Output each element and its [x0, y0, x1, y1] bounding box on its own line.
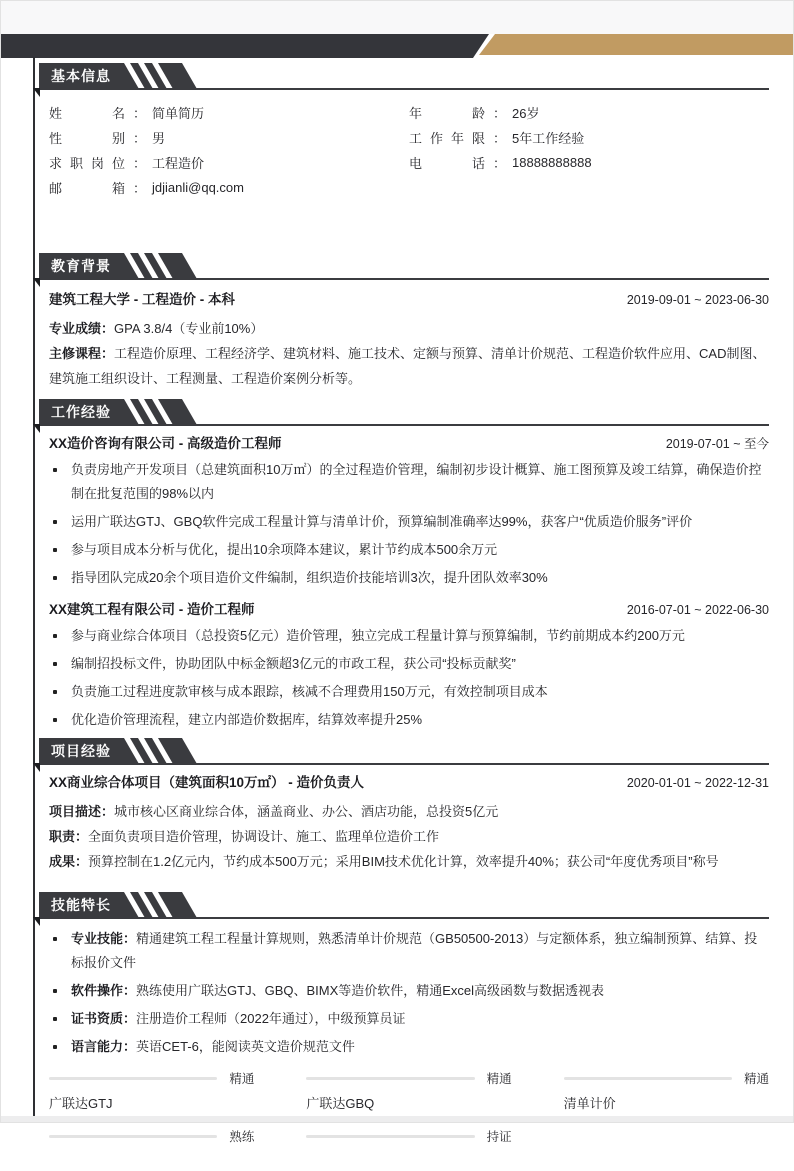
kv-label: 主修课程: [49, 346, 102, 361]
field-gender: [49, 125, 409, 150]
bullet-text: 负责施工过程进度款审核与成本跟踪，核减不合理费用150万元，有效控制项目成本: [71, 684, 548, 699]
education-gpa-line: [1, 316, 793, 341]
bullet-item: [1, 680, 793, 704]
project-date-range: 2020-01-01 ~ 2022-12-31: [626, 776, 769, 790]
field-value: 男: [152, 131, 166, 146]
skill-bar-certified: [306, 1127, 511, 1171]
field-name: [49, 100, 409, 125]
basic-info-left-column: [49, 100, 409, 200]
education-courses-line: [1, 341, 793, 391]
section-title-skills: 技能特长: [39, 892, 121, 919]
section-title-education: 教育背景: [39, 253, 121, 280]
badge-fold-triangle: [33, 278, 40, 287]
skill-bar-track: [564, 1077, 732, 1080]
bullet-item: [1, 979, 793, 1003]
badge-fold-triangle: [33, 917, 40, 926]
section-badge-project: [39, 738, 199, 765]
field-colon: ：: [133, 181, 147, 196]
field-colon: ：: [133, 106, 147, 121]
field-colon: ：: [133, 156, 147, 171]
skill-bar-gbq: [306, 1069, 511, 1113]
project-name: XX商业综合体项目（建筑面积10万㎡） - 造价负责人: [49, 775, 365, 790]
bullet-text: 指导团队完成20余个项目造价文件编制，组织造价技能培训3次，提升团队效率30%: [71, 570, 548, 585]
bullet-item: [1, 708, 793, 732]
kv-text: 城市核心区商业综合体，涵盖商业、办公、酒店功能，总投资5亿元: [114, 804, 499, 819]
bullet-text: 负责房地产开发项目（总建筑面积10万㎡）的全过程造价管理，编制初步设计概算、施工图预算及竣工结算，确保造价控制在批复范围的98%以内: [71, 462, 762, 501]
bullet-item: [1, 458, 793, 506]
kv-colon: ：: [101, 346, 115, 361]
field-value: 简单简历: [152, 106, 205, 121]
skill-name: [49, 1153, 254, 1171]
job2-bullets: [1, 624, 793, 732]
field-age: [409, 100, 769, 125]
badge-stripes-icon: [121, 399, 199, 426]
field-value: 26岁: [512, 106, 540, 121]
job2-company-title: XX建筑工程有限公司 - 造价工程师: [49, 602, 255, 617]
kv-text: 工程造价原理、工程经济学、建筑材料、施工技术、定额与预算、清单计价规范、工程造价软件应用、CAD制图、建筑施工组织设计、工程测量、工程造价案例分析等。: [49, 346, 766, 386]
skill-bar-track: [49, 1077, 217, 1080]
kv-colon: ：: [75, 829, 89, 844]
skill-level: 熟练: [229, 1130, 255, 1144]
basic-info-fields: [1, 90, 793, 200]
bullet-text: 精通建筑工程工程量计算规则，熟悉清单计价规范（GB50500-2013）与定额体系，独立编制预算、结算、投标报价文件: [71, 931, 758, 970]
section-header-skills: [39, 892, 769, 919]
job1-date-range: 2019-07-01 ~ 至今: [665, 437, 769, 451]
skill-level: 持证: [486, 1130, 512, 1144]
bullet-item: [1, 624, 793, 648]
job2-date-range: 2016-07-01 ~ 2022-06-30: [626, 603, 769, 617]
bullet-colon: ：: [123, 983, 137, 998]
section-badge-work: [39, 399, 199, 426]
field-value: 5年工作经验: [512, 131, 585, 146]
field-colon: ：: [493, 156, 507, 171]
skill-name: 清单计价: [563, 1096, 616, 1111]
bullet-item: [1, 538, 793, 562]
resume-content: [1, 1, 793, 1171]
section-badge-skills: [39, 892, 199, 919]
field-value: jdjianli@qq.com: [152, 180, 244, 195]
bullet-text: 注册造价工程师（2022年通过），中级预算员证: [136, 1011, 406, 1026]
kv-label: 成果: [49, 854, 76, 869]
skill-name: 广联达GTJ: [49, 1096, 113, 1111]
skill-level: 精通: [486, 1072, 512, 1086]
skill-bar-qingdan: [564, 1069, 769, 1113]
skill-level: 精通: [743, 1072, 769, 1086]
bullet-text: 英语CET-6，能阅读英文造价规范文件: [136, 1039, 355, 1054]
field-label: 邮箱: [49, 181, 125, 196]
bullet-item: [1, 927, 793, 975]
skill-bar-proficient: [49, 1127, 254, 1171]
bullet-colon: ：: [123, 1011, 137, 1026]
bullet-text: 编制招投标文件，协助团队中标金额超3亿元的市政工程，获公司“投标贡献奖”: [71, 656, 516, 671]
field-target-position: [49, 150, 409, 175]
badge-stripes-icon: [121, 63, 199, 90]
kv-label: 专业成绩: [49, 321, 102, 336]
kv-text: 预算控制在1.2亿元内，节约成本500万元；采用BIM技术优化计算，效率提升40%；获公司“年度优秀项目”称号: [88, 854, 719, 869]
skills-bullets: [1, 927, 793, 1059]
kv-text: GPA 3.8/4（专业前10%）: [114, 321, 264, 336]
bullet-label: 语言能力: [71, 1039, 124, 1054]
skill-bar-row: [564, 1069, 769, 1087]
bullet-item: [1, 510, 793, 534]
kv-label: 项目描述: [49, 804, 102, 819]
skill-name: 广联达GBQ: [306, 1096, 375, 1111]
bullet-text: 参与项目成本分析与优化，提出10余项降本建议，累计节约成本500余万元: [71, 542, 498, 557]
skill-bar-gtj: [49, 1069, 254, 1113]
skill-bar-track: [306, 1135, 474, 1138]
skill-bar-row: [49, 1069, 254, 1087]
skill-bar-track: [306, 1077, 474, 1080]
section-header-work: [39, 399, 769, 426]
skill-bar-row: [49, 1127, 254, 1145]
field-label: 性别: [49, 131, 125, 146]
kv-colon: ：: [75, 854, 89, 869]
kv-text: 全面负责项目造价管理，协调设计、施工、监理单位造价工作: [88, 829, 440, 844]
field-label: 工作年限: [409, 131, 485, 146]
section-title-basic: 基本信息: [39, 63, 121, 90]
section-header-basic: [39, 63, 769, 90]
bottom-margin-strip: [1, 1116, 793, 1122]
field-label: 年龄: [409, 106, 485, 121]
skill-level: 精通: [229, 1072, 255, 1086]
bullet-text: 参与商业综合体项目（总投资5亿元）造价管理，独立完成工程量计算与预算编制，节约前期成本约200万元: [71, 628, 685, 643]
basic-info-right-column: [409, 100, 769, 200]
bullet-item: [1, 1007, 793, 1031]
section-title-project: 项目经验: [39, 738, 121, 765]
field-label: 电话: [409, 156, 485, 171]
bullet-item: [1, 1035, 793, 1059]
section-badge-basic: [39, 63, 199, 90]
badge-stripes-icon: [121, 253, 199, 280]
education-entry-header: [1, 288, 793, 312]
field-colon: ：: [493, 131, 507, 146]
bullet-text: 熟练使用广联达GTJ、GBQ、BIMX等造价软件，精通Excel高级函数与数据透视表: [136, 983, 605, 998]
education-date-range: 2019-09-01 ~ 2023-06-30: [626, 293, 769, 307]
skill-bar-track: [49, 1135, 217, 1138]
school-name: 建筑工程大学 - 工程造价 - 本科: [49, 292, 235, 307]
kv-label: 职责: [49, 829, 76, 844]
bullet-item: [1, 652, 793, 676]
field-phone: [409, 150, 769, 175]
job1-bullets: [1, 458, 793, 590]
kv-colon: ：: [101, 804, 115, 819]
bullet-colon: ：: [123, 931, 137, 946]
field-years-of-experience: [409, 125, 769, 150]
bullet-label: 软件操作: [71, 983, 124, 998]
field-label: 求职岗位: [49, 156, 125, 171]
job1-header: [1, 432, 793, 456]
kv-colon: ：: [101, 321, 115, 336]
job1-company-title: XX造价咨询有限公司 - 高级造价工程师: [49, 436, 282, 451]
badge-stripes-icon: [121, 892, 199, 919]
skill-bar-row: [306, 1069, 511, 1087]
skill-name: [306, 1153, 511, 1171]
project-duty-line: [1, 824, 793, 849]
job2-header: [1, 598, 793, 622]
skill-bar-row: [306, 1127, 511, 1145]
badge-stripes-icon: [121, 738, 199, 765]
project-description-line: [1, 799, 793, 824]
field-value: 工程造价: [152, 156, 205, 171]
section-header-project: [39, 738, 769, 765]
bullet-label: 专业技能: [71, 931, 124, 946]
field-email: [49, 175, 409, 200]
project-entry-header: [1, 771, 793, 795]
section-badge-education: [39, 253, 199, 280]
section-header-education: [39, 253, 769, 280]
bullet-colon: ：: [123, 1039, 137, 1054]
bullet-text: 运用广联达GTJ、GBQ软件完成工程量计算与清单计价，预算编制准确率达99%，获客户“优质造价服务”评价: [71, 514, 693, 529]
bullet-item: [1, 566, 793, 590]
bullet-label: 证书资质: [71, 1011, 124, 1026]
section-title-work: 工作经验: [39, 399, 121, 426]
field-colon: ：: [133, 131, 147, 146]
field-label: 姓名: [49, 106, 125, 121]
project-result-line: [1, 849, 793, 874]
field-value: 18888888888: [512, 155, 592, 170]
field-colon: ：: [493, 106, 507, 121]
bullet-text: 优化造价管理流程，建立内部造价数据库，结算效率提升25%: [71, 712, 423, 727]
